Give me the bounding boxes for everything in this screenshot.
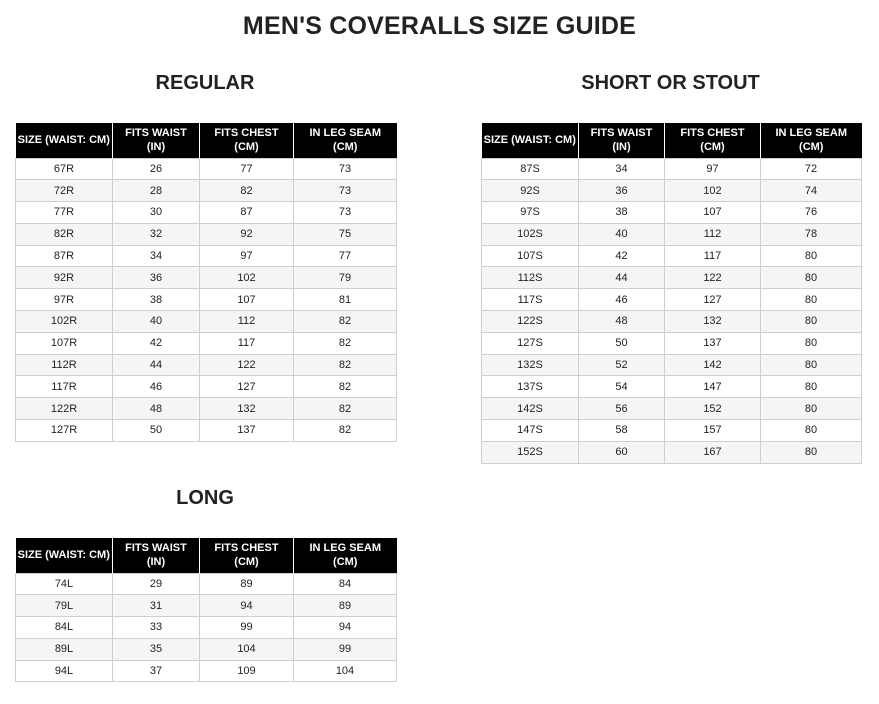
table-row [482,202,862,224]
cell-size: 84L [16,617,113,639]
page-title: MEN'S COVERALLS SIZE GUIDE [242,12,637,40]
cell-size: 74L [16,573,113,595]
cell-fits-chest: 107 [200,289,294,311]
cell-size: 122S [482,311,579,333]
cell-fits-chest: 102 [665,180,761,202]
cell-fits-chest: 109 [200,660,294,682]
cell-in-leg-seam: 78 [761,223,862,245]
long-size-table [15,538,397,682]
cell-fits-waist: 48 [113,398,200,420]
table-row [16,202,397,224]
table-row [16,223,397,245]
cell-in-leg-seam: 77 [294,245,397,267]
cell-fits-waist: 56 [579,398,665,420]
cell-size: 152S [482,441,579,463]
cell-size: 87S [482,158,579,180]
table-row [16,245,397,267]
cell-fits-waist: 32 [113,223,200,245]
cell-in-leg-seam: 73 [294,202,397,224]
cell-fits-chest: 157 [665,420,761,442]
cell-fits-chest: 97 [665,158,761,180]
table-row [482,267,862,289]
cell-size: 97R [16,289,113,311]
table-row [16,180,397,202]
cell-fits-waist: 34 [579,158,665,180]
cell-fits-waist: 38 [579,202,665,224]
column-header-fits-waist: FITS WAIST (IN) [579,123,665,158]
table-row [16,267,397,289]
cell-size: 79L [16,595,113,617]
cell-fits-chest: 104 [200,638,294,660]
cell-size: 89L [16,638,113,660]
cell-size: 112R [16,354,113,376]
cell-in-leg-seam: 74 [761,180,862,202]
cell-in-leg-seam: 79 [294,267,397,289]
cell-fits-chest: 102 [200,267,294,289]
cell-fits-waist: 26 [113,158,200,180]
column-header-size: SIZE (WAIST: CM) [16,538,113,573]
cell-in-leg-seam: 82 [294,376,397,398]
cell-fits-chest: 127 [200,376,294,398]
cell-fits-chest: 142 [665,354,761,376]
cell-size: 67R [16,158,113,180]
cell-in-leg-seam: 84 [294,573,397,595]
cell-fits-waist: 46 [579,289,665,311]
table-row [482,420,862,442]
cell-fits-waist: 37 [113,660,200,682]
cell-fits-chest: 89 [200,573,294,595]
cell-fits-waist: 31 [113,595,200,617]
cell-in-leg-seam: 94 [294,617,397,639]
table-row [482,289,862,311]
cell-in-leg-seam: 82 [294,332,397,354]
cell-fits-waist: 42 [113,332,200,354]
cell-in-leg-seam: 82 [294,398,397,420]
cell-fits-chest: 97 [200,245,294,267]
cell-fits-waist: 58 [579,420,665,442]
cell-in-leg-seam: 82 [294,354,397,376]
table-row [482,245,862,267]
cell-in-leg-seam: 81 [294,289,397,311]
cell-fits-chest: 127 [665,289,761,311]
short-section-title: SHORT OR STOUT [581,72,760,94]
cell-fits-chest: 152 [665,398,761,420]
cell-size: 87R [16,245,113,267]
cell-in-leg-seam: 80 [761,245,862,267]
cell-size: 94L [16,660,113,682]
cell-size: 122R [16,398,113,420]
cell-in-leg-seam: 80 [761,289,862,311]
table-row [16,595,397,617]
cell-size: 142S [482,398,579,420]
table-row [16,573,397,595]
cell-fits-chest: 147 [665,376,761,398]
cell-fits-waist: 50 [113,420,200,442]
column-header-in-leg-seam: IN LEG SEAM (CM) [761,123,862,158]
cell-fits-chest: 107 [665,202,761,224]
cell-size: 92R [16,267,113,289]
cell-in-leg-seam: 104 [294,660,397,682]
table-row [482,332,862,354]
cell-size: 97S [482,202,579,224]
cell-fits-chest: 167 [665,441,761,463]
cell-size: 117S [482,289,579,311]
table-row [16,158,397,180]
column-header-fits-waist: FITS WAIST (IN) [113,123,200,158]
cell-size: 127R [16,420,113,442]
cell-fits-chest: 77 [200,158,294,180]
cell-fits-waist: 42 [579,245,665,267]
cell-in-leg-seam: 80 [761,376,862,398]
table-row [16,289,397,311]
column-header-in-leg-seam: IN LEG SEAM (CM) [294,123,397,158]
cell-size: 117R [16,376,113,398]
cell-fits-chest: 117 [200,332,294,354]
column-header-size: SIZE (WAIST: CM) [16,123,113,158]
table-row [482,158,862,180]
cell-fits-chest: 137 [200,420,294,442]
table-row [16,354,397,376]
cell-fits-chest: 92 [200,223,294,245]
table-row [16,398,397,420]
cell-fits-waist: 30 [113,202,200,224]
cell-fits-chest: 132 [665,311,761,333]
table-row [16,376,397,398]
cell-in-leg-seam: 80 [761,420,862,442]
cell-size: 137S [482,376,579,398]
cell-in-leg-seam: 82 [294,311,397,333]
cell-size: 112S [482,267,579,289]
cell-in-leg-seam: 89 [294,595,397,617]
table-row [482,354,862,376]
cell-fits-waist: 29 [113,573,200,595]
cell-fits-waist: 34 [113,245,200,267]
cell-size: 77R [16,202,113,224]
cell-fits-waist: 60 [579,441,665,463]
table-row [16,638,397,660]
cell-fits-chest: 137 [665,332,761,354]
column-header-fits-chest: FITS CHEST (CM) [200,123,294,158]
table-row [482,311,862,333]
table-row [16,332,397,354]
cell-size: 107S [482,245,579,267]
table-row [16,617,397,639]
cell-fits-waist: 50 [579,332,665,354]
cell-fits-chest: 112 [665,223,761,245]
table-row [482,376,862,398]
cell-in-leg-seam: 73 [294,158,397,180]
column-header-fits-chest: FITS CHEST (CM) [665,123,761,158]
cell-size: 82R [16,223,113,245]
cell-size: 107R [16,332,113,354]
cell-size: 132S [482,354,579,376]
cell-fits-chest: 99 [200,617,294,639]
cell-size: 147S [482,420,579,442]
cell-in-leg-seam: 80 [761,267,862,289]
cell-fits-chest: 117 [665,245,761,267]
cell-fits-chest: 94 [200,595,294,617]
cell-fits-chest: 112 [200,311,294,333]
cell-fits-chest: 87 [200,202,294,224]
cell-in-leg-seam: 72 [761,158,862,180]
cell-size: 102S [482,223,579,245]
cell-size: 127S [482,332,579,354]
cell-in-leg-seam: 76 [761,202,862,224]
column-header-fits-chest: FITS CHEST (CM) [200,538,294,573]
column-header-fits-waist: FITS WAIST (IN) [113,538,200,573]
table-row [16,660,397,682]
cell-fits-chest: 122 [200,354,294,376]
cell-fits-waist: 33 [113,617,200,639]
cell-fits-chest: 122 [665,267,761,289]
cell-fits-chest: 82 [200,180,294,202]
table-row [482,180,862,202]
cell-fits-waist: 36 [113,267,200,289]
cell-in-leg-seam: 80 [761,332,862,354]
cell-in-leg-seam: 99 [294,638,397,660]
column-header-in-leg-seam: IN LEG SEAM (CM) [294,538,397,573]
table-header-row [16,538,397,573]
regular-size-table [15,123,397,442]
cell-in-leg-seam: 80 [761,398,862,420]
cell-fits-waist: 54 [579,376,665,398]
cell-in-leg-seam: 80 [761,441,862,463]
cell-in-leg-seam: 73 [294,180,397,202]
cell-fits-waist: 28 [113,180,200,202]
table-header-row [16,123,397,158]
table-row [482,441,862,463]
short-size-table [481,123,862,464]
cell-in-leg-seam: 82 [294,420,397,442]
long-section-title: LONG [176,487,234,509]
cell-fits-waist: 40 [579,223,665,245]
column-header-size: SIZE (WAIST: CM) [482,123,579,158]
cell-fits-waist: 36 [579,180,665,202]
table-row [482,398,862,420]
cell-fits-waist: 52 [579,354,665,376]
table-row [16,311,397,333]
cell-fits-waist: 38 [113,289,200,311]
cell-fits-waist: 44 [113,354,200,376]
cell-in-leg-seam: 80 [761,354,862,376]
cell-fits-waist: 48 [579,311,665,333]
cell-fits-waist: 35 [113,638,200,660]
table-header-row [482,123,862,158]
regular-section-title: REGULAR [155,72,255,94]
table-row [482,223,862,245]
cell-in-leg-seam: 75 [294,223,397,245]
cell-fits-waist: 46 [113,376,200,398]
cell-size: 72R [16,180,113,202]
cell-fits-waist: 44 [579,267,665,289]
cell-fits-chest: 132 [200,398,294,420]
cell-size: 92S [482,180,579,202]
cell-fits-waist: 40 [113,311,200,333]
cell-size: 102R [16,311,113,333]
table-row [16,420,397,442]
cell-in-leg-seam: 80 [761,311,862,333]
